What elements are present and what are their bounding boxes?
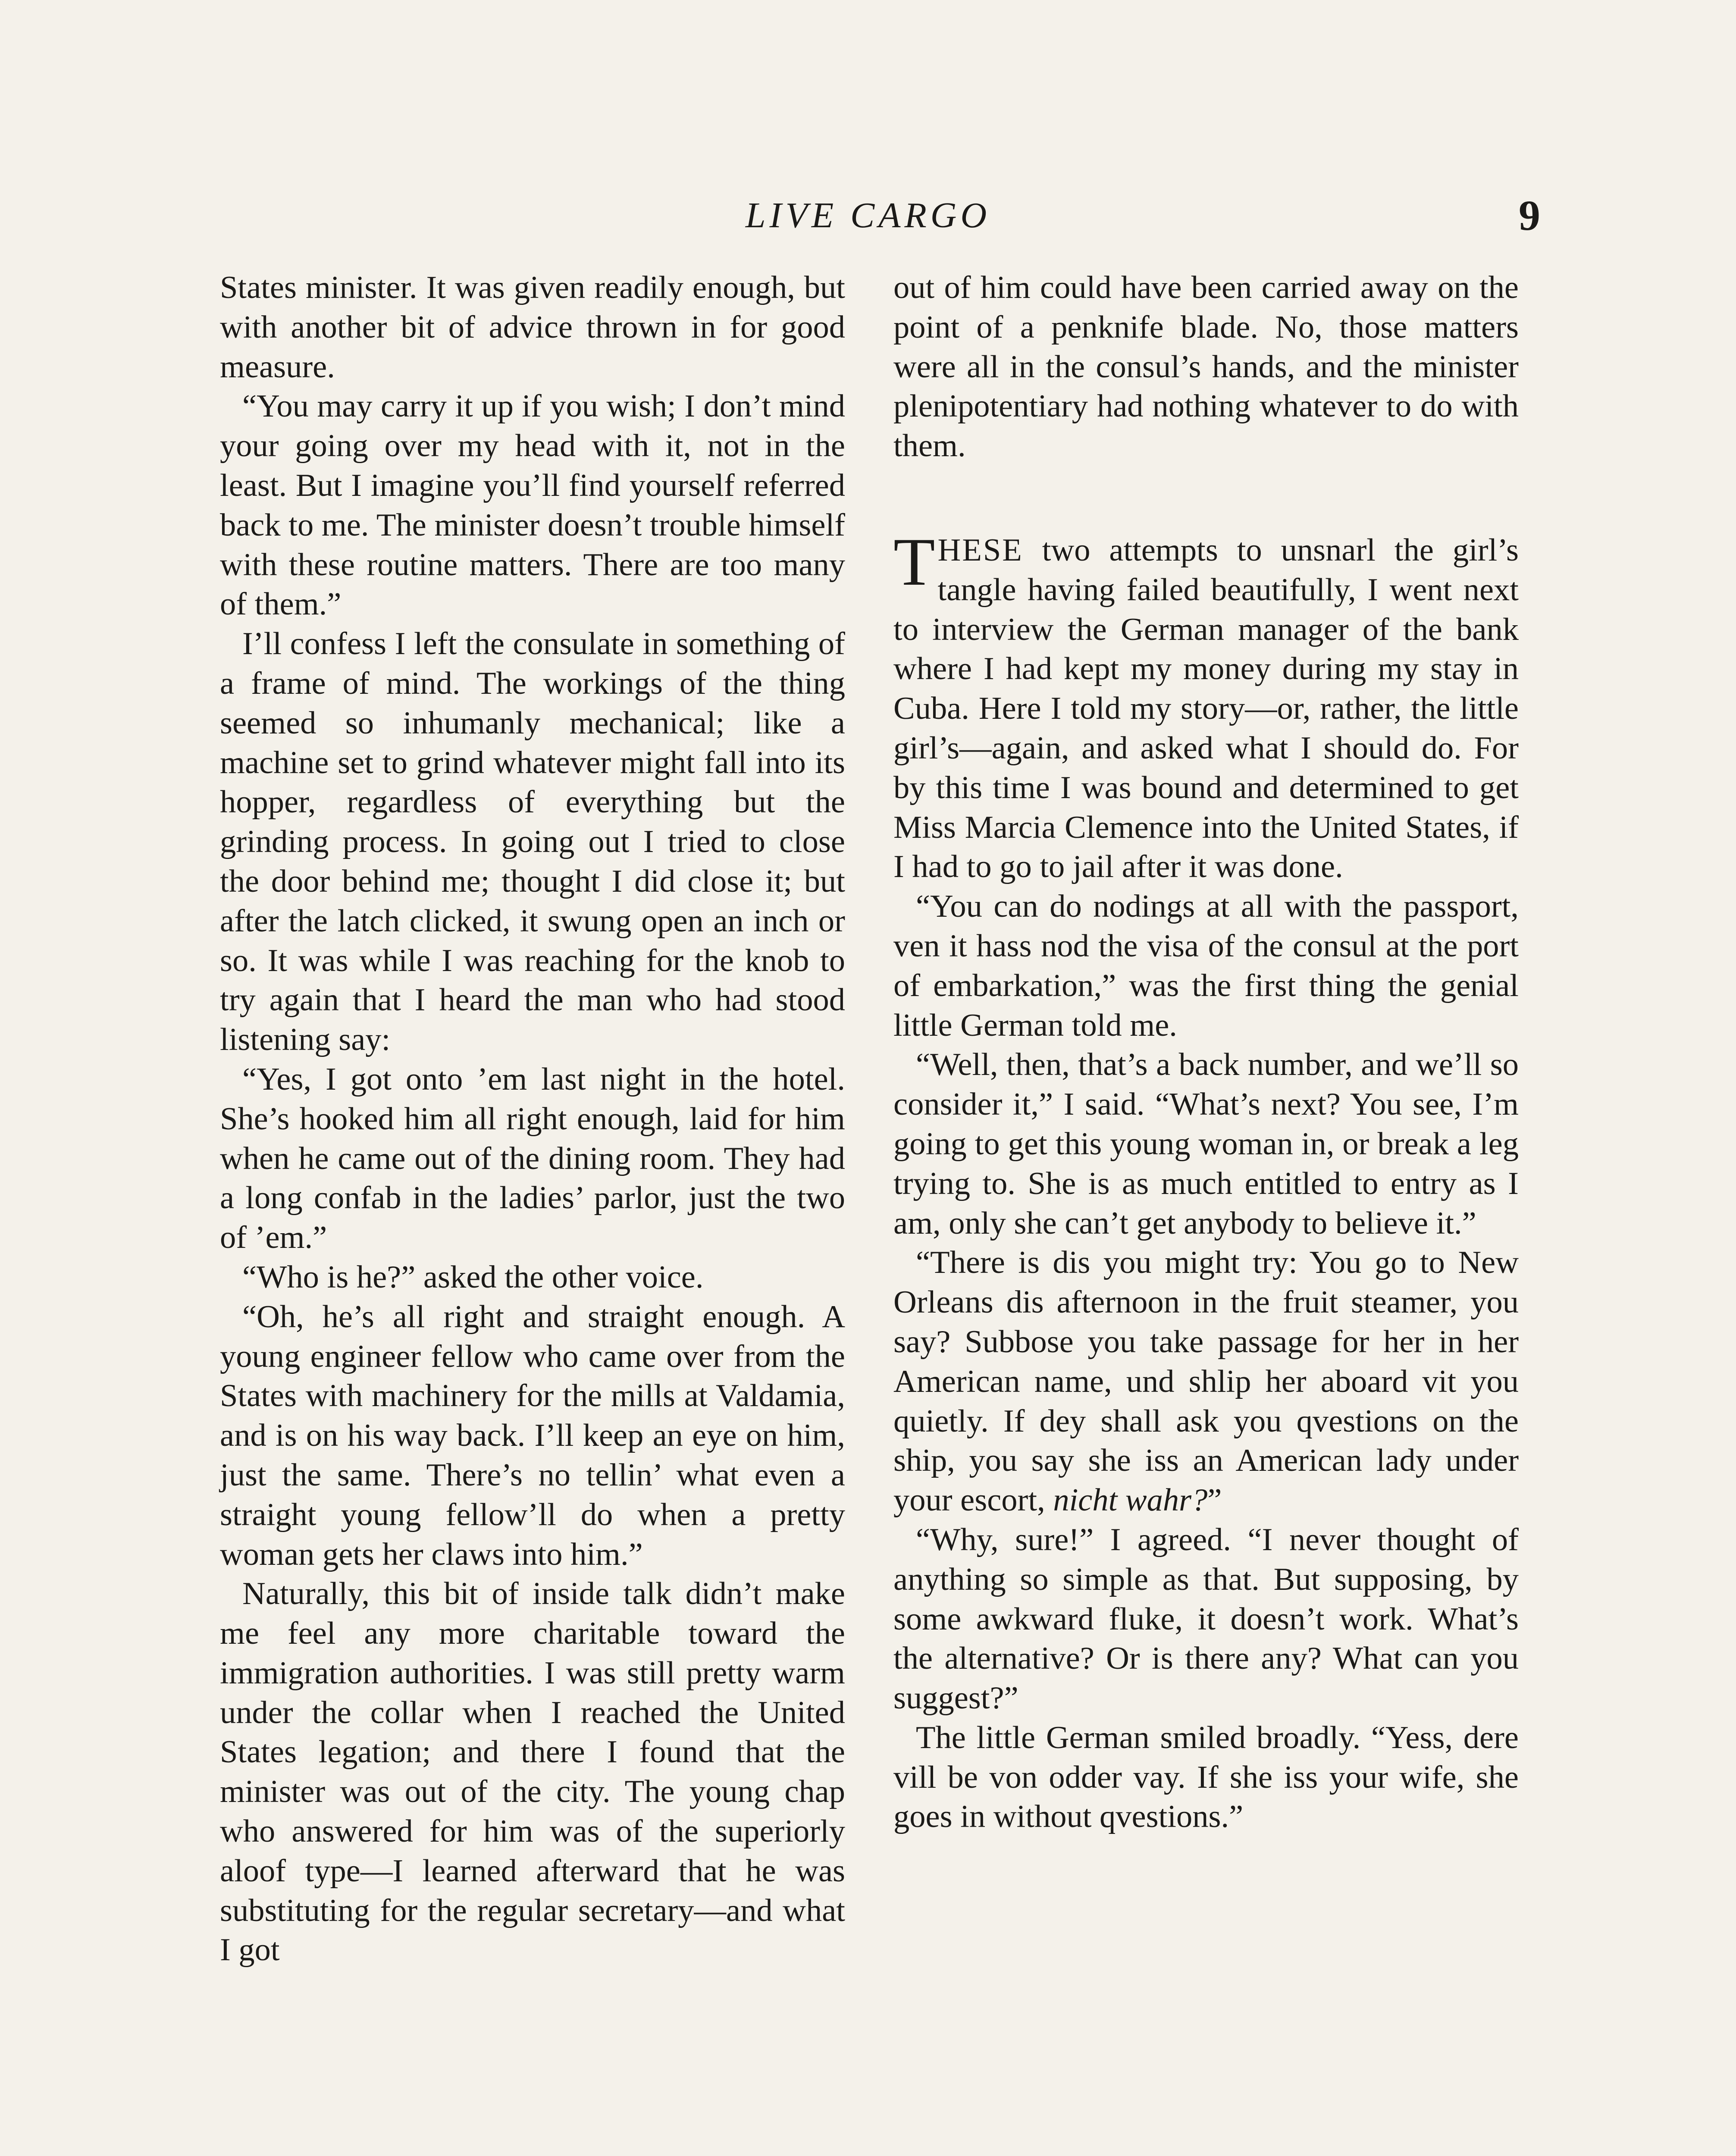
paragraph: “Who is he?” asked the other voice. bbox=[242, 1259, 704, 1295]
paragraph: The little German smiled broadly. “Yess, dere vill be von odder vay. If she iss your wife, she goes in without qvestions.” bbox=[893, 1720, 1519, 1835]
closing-quote: ” bbox=[1207, 1482, 1222, 1518]
paragraph: “You can do nodings at all with the passport, ven it hass nod the visa of the consul at the port of embarkation,” was the first thing the genial little German told me. bbox=[893, 889, 1519, 1043]
opening-text: two attempts to unsnarl the girl’s tangle having failed beautifully, I went next to interview the German manager of the bank where I had kept my money during my stay in Cuba. Here I told my story—or, rather, the little girl’s—again, and asked what I should do. For by this time I was bound and determined to get Miss Marcia Clemence into the United States, if I had to go to jail after it was done. bbox=[893, 532, 1519, 885]
italic-phrase: nicht wahr? bbox=[1053, 1482, 1208, 1518]
left-column bbox=[220, 268, 845, 1970]
paragraph: “Why, sure!” I agreed. “I never thought of anything so simple as that. But supposing, by some awkward fluke, it doesn’t work. What’s the alternative? Or is there any? What can you suggest?” bbox=[893, 1522, 1519, 1716]
paragraph: States minister. It was given readily enough, but with another bit of advice thrown in for good measure. bbox=[220, 270, 845, 385]
running-title: LIVE CARGO bbox=[745, 195, 991, 235]
paragraph: “Oh, he’s all right and straight enough. A young engineer fellow who came over from the States with machinery for the mills at Valdamia, and is on his way back. I’ll keep an eye on him, just the same. There’s no tellin’ what even a straight young fellow’ll do when a pretty woman gets her claws into him.” bbox=[220, 1299, 845, 1572]
paragraph: Naturally, this bit of inside talk didn’t make me feel any more charitable toward the immigration authorities. I was still pretty warm under the collar when I reached the United States legation; and there I found that the minister was out of the city. The young chap who answered for him was of the superiorly aloof type—I learned afterward that he was substituting for the regular secretary—and what I got bbox=[220, 1576, 845, 1968]
page-header bbox=[0, 190, 1736, 241]
section-opening-paragraph bbox=[893, 524, 1519, 887]
page-number: 9 bbox=[1519, 191, 1540, 239]
paragraph: “You may carry it up if you wish; I don’t mind your going over my head with it, not in the least. But I imagine you’ll find yourself referred back to me. The minister doesn’t trouble himself with these routine matters. There are too many of them.” bbox=[220, 389, 845, 622]
drop-cap: T bbox=[893, 524, 935, 600]
paragraph-text: “There is dis you might try: You go to New Orleans dis afternoon in the fruit steamer, you say? Subbose you take passage for her in her American name, und shlip her aboard vit you quietly. If dey shall ask you qvestions on the ship, you say she iss an American lady under your escort, bbox=[893, 1245, 1519, 1518]
paragraph: I’ll confess I left the consulate in something of a frame of mind. The workings of the thing seemed so inhumanly mechanical; like a machine set to grind whatever might fall into its hopper, regardless of everything but the grinding process. In going out I tried to close the door behind me; thought I did close it; but after the latch clicked, it swung open an inch or so. It was while I was reaching for the knob to try again that I heard the man who had stood listening say: bbox=[220, 626, 845, 1058]
opening-small-caps: HESE bbox=[937, 532, 1023, 568]
paragraph bbox=[893, 1243, 1519, 1520]
paragraph: “Well, then, that’s a back number, and we’ll so consider it,” I said. “What’s next? You see, I’m going to get this young woman in, or break a leg trying to. She is as much entitled to entry as I am, only she can’t get anybody to believe it.” bbox=[893, 1047, 1519, 1241]
section-break bbox=[893, 466, 1519, 531]
paragraph: out of him could have been carried away on the point of a penknife blade. No, those matters were all in the consul’s hands, and the minister plenipotentiary had nothing whatever to do with them. bbox=[893, 270, 1519, 464]
paragraph: “Yes, I got onto ’em last night in the hotel. She’s hooked him all right enough, laid for him when he came out of the dining room. They had a long confab in the ladies’ parlor, just the two of ’em.” bbox=[220, 1061, 845, 1256]
right-column bbox=[893, 268, 1519, 1837]
